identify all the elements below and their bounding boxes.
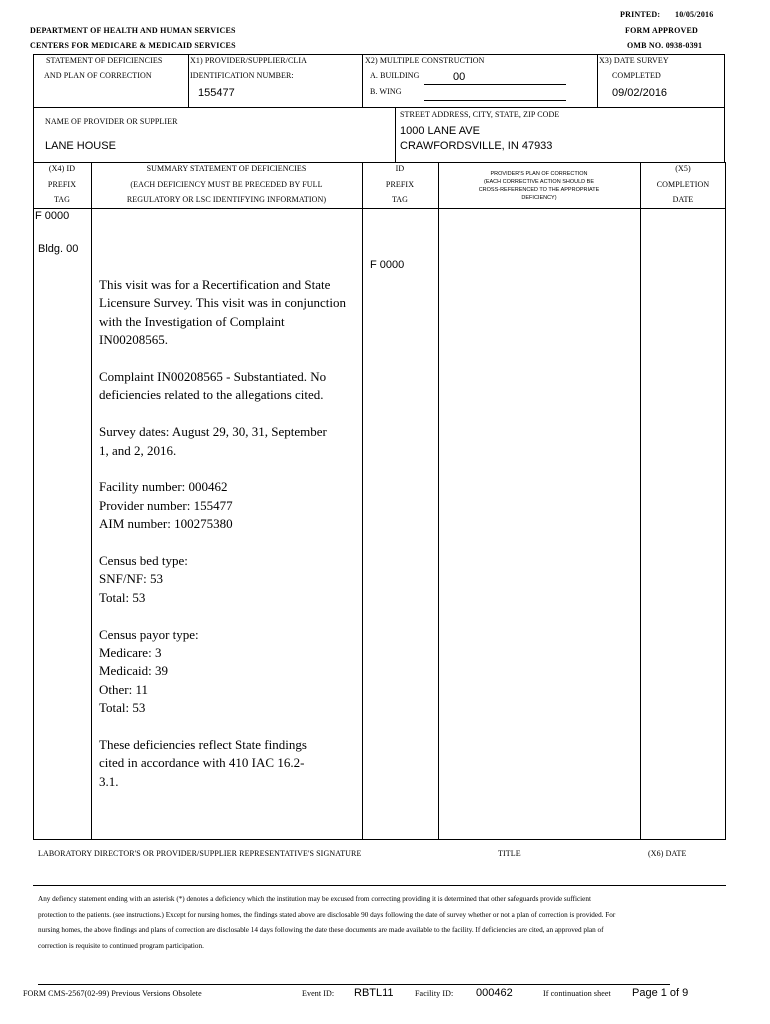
date-survey-value: 09/02/2016	[612, 87, 668, 99]
x5-header-2: COMPLETION	[656, 180, 710, 189]
x4-header-1: (X4) ID	[48, 164, 76, 173]
provider-id-label-2: IDENTIFICATION NUMBER:	[190, 71, 294, 80]
date-survey-label: X3) DATE SURVEY	[599, 56, 669, 65]
form-approved: FORM APPROVED	[625, 26, 699, 35]
right-tag: F 0000	[370, 259, 405, 271]
statement-label-1: STATEMENT OF DEFICIENCIES	[46, 56, 163, 65]
form-number: FORM CMS-2567(02-99) Previous Versions Obsolete	[23, 989, 202, 998]
printed-date: 10/05/2016	[675, 10, 714, 19]
printed-label: PRINTED:	[620, 10, 661, 19]
omb-number: OMB NO. 0938-0391	[627, 41, 703, 50]
disclaimer: Any defiency statement ending with an asterisk (*) denotes a deficiency which the institution may be excused from correcting providing it is determined that other safeguards provide sufficient protection to the patients. (see instructions.) Except for nursing homes, the findings stated above are disclosable 90 days following the date of survey whether or not a plan of correction is provided. For nursing homes, the above findings and plans of correction are disclosable 14 days following the date these documents are made available to the facility. If deficiencies are cited, an approved plan of correction is requisite to continued program participation.	[38, 895, 616, 950]
paragraph: Census bed type: SNF/NF: 53 Total: 53	[99, 553, 188, 605]
date-label: (X6) DATE	[648, 849, 687, 858]
col-divider-2	[362, 162, 363, 840]
id-header-1: ID	[395, 164, 405, 173]
building-tag: Bldg. 00	[38, 243, 79, 255]
x5-header-3: DATE	[672, 195, 694, 204]
provider-id-label: X1) PROVIDER/SUPPLIER/CLIA	[190, 56, 308, 65]
address-line-2: CRAWFORDSVILLE, IN 47933	[400, 140, 553, 152]
event-id-label: Event ID:	[302, 989, 335, 998]
plan-header-4: DEFICIENCY)	[521, 195, 557, 201]
page-number: Page 1 of 9	[632, 987, 689, 999]
paragraph: Facility number: 000462 Provider number: 155477 AIM number: 100275380	[99, 479, 233, 532]
footer-rule	[38, 984, 670, 985]
event-id-value: RBTL11	[354, 987, 394, 999]
provider-name-label: NAME OF PROVIDER OR SUPPLIER	[45, 117, 178, 126]
paragraph: Complaint IN00208565 - Substantiated. No deficiencies related to the allegations cited.	[99, 369, 327, 403]
id-header-2: PREFIX	[385, 180, 415, 189]
signature-label: LABORATORY DIRECTOR'S OR PROVIDER/SUPPLIER REPRESENTATIVE'S SIGNATURE	[38, 849, 362, 858]
centers-name: CENTERS FOR MEDICARE & MEDICAID SERVICES	[30, 41, 236, 50]
left-tag: F 0000	[35, 210, 70, 222]
address-label: STREET ADDRESS, CITY, STATE, ZIP CODE	[400, 110, 560, 119]
summary-header-2: (EACH DEFICIENCY MUST BE PRECEDED BY FULL	[130, 180, 323, 189]
department-name: DEPARTMENT OF HEALTH AND HUMAN SERVICES	[30, 26, 236, 35]
plan-header-2: (EACH CORRECTIVE ACTION SHOULD BE	[483, 179, 595, 185]
wing-underline	[424, 100, 566, 101]
col-divider-4	[640, 162, 641, 840]
plan-header-3: CROSS-REFERENCED TO THE APPROPRIATE	[478, 187, 600, 193]
summary-header-3: REGULATORY OR LSC IDENTIFYING INFORMATION)	[126, 195, 327, 204]
col-divider-3	[438, 162, 439, 840]
provider-name-value: LANE HOUSE	[45, 140, 116, 152]
wing-label: B. WING	[370, 87, 402, 96]
x4-header-3: TAG	[53, 195, 71, 204]
building-label: A. BUILDING	[370, 71, 420, 80]
continuation-label: If continuation sheet	[543, 989, 611, 998]
x5-header-1: (X5)	[675, 164, 691, 173]
statement-label-2: AND PLAN OF CORRECTION	[44, 71, 152, 80]
facility-id-label: Facility ID:	[415, 989, 454, 998]
paragraph: This visit was for a Recertification and State Licensure Survey. This visit was in conjunction with the Investigation of Complaint IN00208565.	[99, 277, 346, 348]
paragraph: Survey dates: August 29, 30, 31, September 1, and 2, 2016.	[99, 424, 327, 458]
address-line-1: 1000 LANE AVE	[400, 125, 480, 137]
summary-text	[99, 276, 349, 810]
provider-name-box	[33, 107, 396, 163]
multiple-construction-label: X2) MULTIPLE CONSTRUCTION	[365, 56, 485, 65]
building-underline	[424, 84, 566, 85]
completed-label: COMPLETED	[612, 71, 661, 80]
plan-header-1: PROVIDER'S PLAN OF CORRECTION	[490, 171, 588, 177]
signature-divider	[33, 885, 726, 886]
header-divider	[33, 208, 726, 209]
id-header-3: TAG	[391, 195, 409, 204]
divider	[188, 54, 189, 108]
provider-id-value: 155477	[198, 87, 235, 99]
building-value: 00	[453, 71, 466, 83]
x4-header-2: PREFIX	[47, 180, 77, 189]
summary-header-1: SUMMARY STATEMENT OF DEFICIENCIES	[146, 164, 307, 173]
facility-id-value: 000462	[476, 987, 513, 999]
col-divider-1	[91, 162, 92, 840]
paragraph: These deficiencies reflect State findings cited in accordance with 410 IAC 16.2-3.1.	[99, 737, 307, 789]
paragraph: Census payor type: Medicare: 3 Medicaid: 39 Other: 11 Total: 53	[99, 626, 199, 716]
title-label: TITLE	[498, 849, 521, 858]
